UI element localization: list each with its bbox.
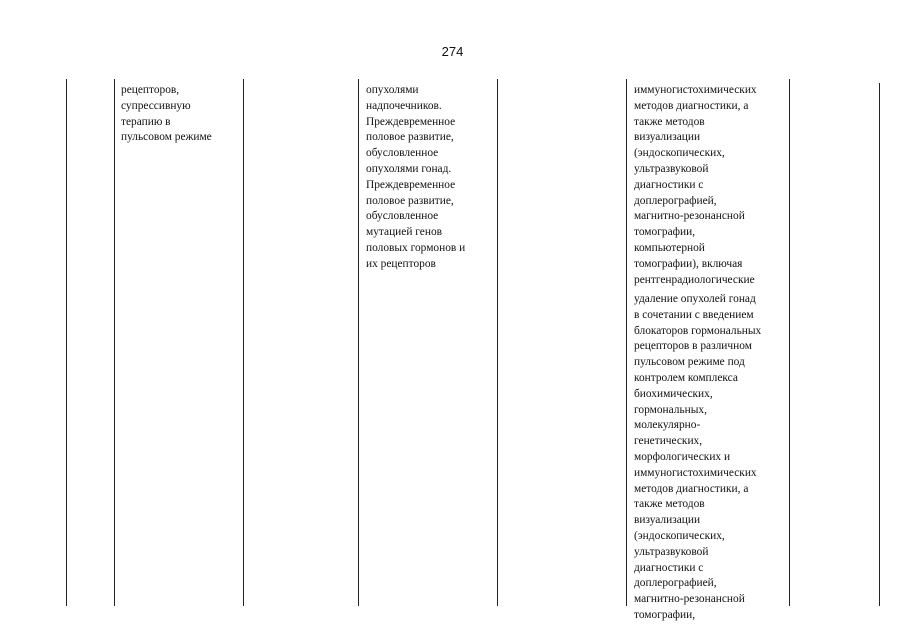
table-column-border [243, 79, 244, 606]
table-column-border [789, 79, 790, 606]
table-cell-method-text: иммуногистохимических методов диагностики, а также методов визуализации (эндоскопических, ультразвуковой диагностики с доплерографией, магнитно-резонансной томографии, компьютерной томографии), включая рентгенрадиологические [634, 84, 757, 286]
table-column-border [358, 79, 359, 606]
page-number: 274 [441, 44, 464, 59]
table-column-border [497, 79, 498, 606]
table-column-border [626, 79, 627, 606]
table-cell-diagnosis-text: опухолями надпочечников. Преждевременное половое развитие, обусловленное опухолями гонад. Преждевременное половое развитие, обусловленное мутацией генов половых гормонов и их рецепторов [366, 84, 466, 270]
table-cell-treatment-text: рецепторов, супрессивную терапию в пульсовом режиме [121, 84, 212, 144]
table-cell-method-text: удаление опухолей гонад в сочетании с введением блокаторов гормональных рецепторов в различном пульсовом режиме под контролем комплекса биохимических, гормональных, молекулярно- генетических, морфологических и иммуногистохимических методов диагностики, а также методов визуализации (эндоскопических, ультразвуковой диагностики с доплерографией, магнитно-резонансной томографии, [634, 293, 762, 621]
table-column-border [114, 79, 115, 606]
table-column-border [66, 79, 67, 606]
table-column-border [879, 83, 880, 606]
